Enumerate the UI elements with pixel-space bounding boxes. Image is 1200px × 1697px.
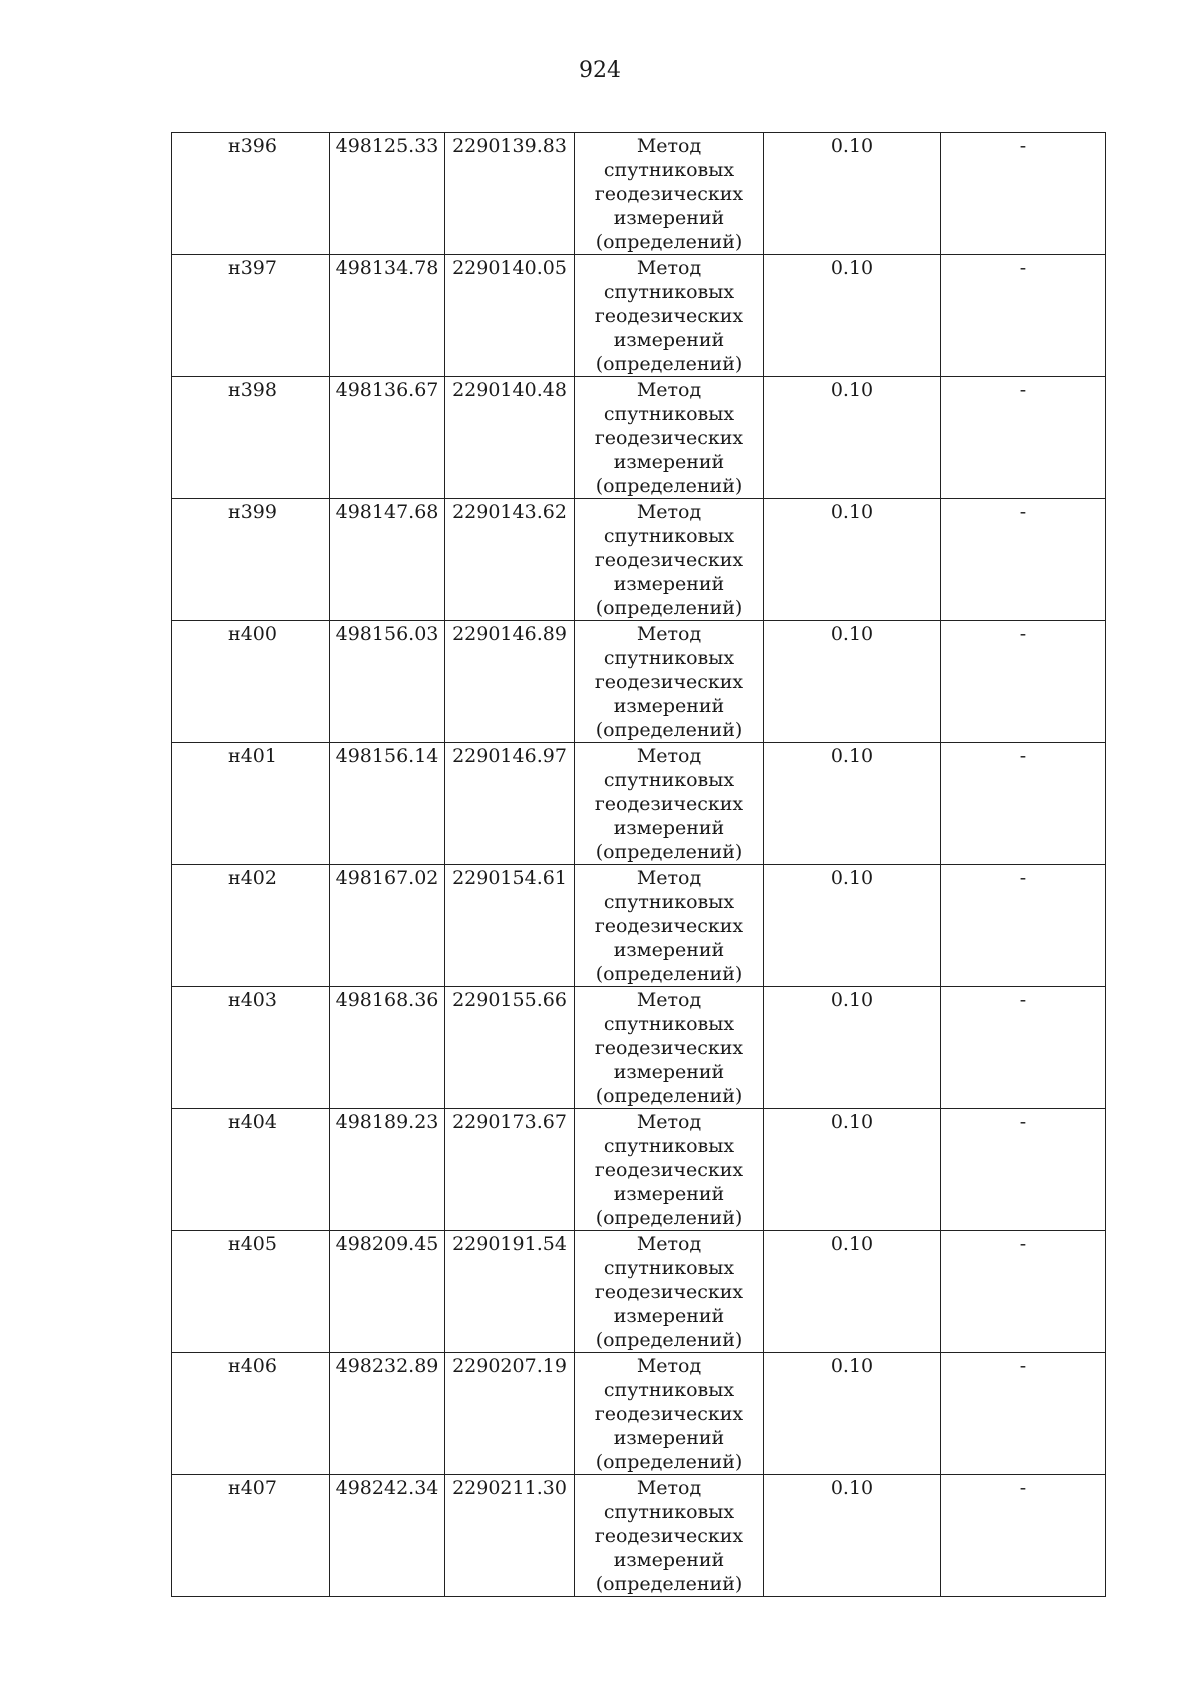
y-coordinate-cell-text: 2290143.62 xyxy=(452,501,567,523)
accuracy-cell-text: 0.10 xyxy=(830,1477,874,1499)
point-id-cell-text: н399 xyxy=(228,501,277,523)
x-coordinate-cell-text: 498242.34 xyxy=(335,1477,439,1499)
point-id-cell-text: н396 xyxy=(228,135,277,157)
y-coordinate-cell-text: 2290146.97 xyxy=(452,745,567,767)
method-line: (определений) xyxy=(595,963,743,985)
point-id-cell xyxy=(172,255,330,377)
method-line: измерений xyxy=(613,695,725,717)
y-coordinate-cell-text: 2290140.05 xyxy=(452,257,567,279)
method-line: спутниковых xyxy=(603,1257,735,1279)
method-line: (определений) xyxy=(595,841,743,863)
y-coordinate-cell xyxy=(445,499,575,621)
method-line: (определений) xyxy=(595,1451,743,1473)
note-cell-text: - xyxy=(1019,623,1027,645)
accuracy-cell-text: 0.10 xyxy=(830,745,874,767)
method-line: Метод xyxy=(636,1111,702,1133)
method-cell xyxy=(575,621,764,743)
method-line: Метод xyxy=(636,1233,702,1255)
point-id-cell-text: н401 xyxy=(228,745,277,767)
point-id-cell xyxy=(172,1109,330,1231)
method-cell xyxy=(575,1475,764,1597)
table-row xyxy=(172,1231,1106,1353)
y-coordinate-cell xyxy=(445,1231,575,1353)
note-cell-text: - xyxy=(1019,379,1027,401)
note-cell xyxy=(941,1109,1106,1231)
method-line: (определений) xyxy=(595,1085,743,1107)
accuracy-cell-text: 0.10 xyxy=(830,1233,874,1255)
y-coordinate-cell xyxy=(445,1475,575,1597)
note-cell xyxy=(941,1353,1106,1475)
accuracy-cell xyxy=(764,865,941,987)
x-coordinate-cell xyxy=(330,1353,445,1475)
accuracy-cell-text: 0.10 xyxy=(830,1355,874,1377)
x-coordinate-cell xyxy=(330,1231,445,1353)
accuracy-cell xyxy=(764,1353,941,1475)
note-cell xyxy=(941,255,1106,377)
y-coordinate-cell-text: 2290139.83 xyxy=(452,135,567,157)
accuracy-cell xyxy=(764,743,941,865)
x-coordinate-cell-text: 498209.45 xyxy=(335,1233,439,1255)
table-row xyxy=(172,499,1106,621)
point-id-cell xyxy=(172,865,330,987)
method-line: Метод xyxy=(636,379,702,401)
method-line: геодезических xyxy=(594,915,744,937)
method-line: Метод xyxy=(636,135,702,157)
x-coordinate-cell xyxy=(330,1109,445,1231)
method-line: геодезических xyxy=(594,549,744,571)
note-cell-text: - xyxy=(1019,989,1027,1011)
table-body xyxy=(172,133,1106,1597)
y-coordinate-cell-text: 2290140.48 xyxy=(452,379,567,401)
table-row xyxy=(172,133,1106,255)
note-cell-text: - xyxy=(1019,1233,1027,1255)
method-cell xyxy=(575,743,764,865)
method-line: измерений xyxy=(613,329,725,351)
method-line: измерений xyxy=(613,1183,725,1205)
y-coordinate-cell-text: 2290146.89 xyxy=(452,623,567,645)
accuracy-cell xyxy=(764,621,941,743)
method-line: геодезических xyxy=(594,427,744,449)
method-line: спутниковых xyxy=(603,525,735,547)
table-row xyxy=(172,255,1106,377)
method-line: геодезических xyxy=(594,305,744,327)
y-coordinate-cell xyxy=(445,1353,575,1475)
note-cell xyxy=(941,987,1106,1109)
page-number: 924 xyxy=(579,58,621,83)
method-line: спутниковых xyxy=(603,769,735,791)
method-line: измерений xyxy=(613,817,725,839)
method-line: спутниковых xyxy=(603,891,735,913)
point-id-cell-text: н403 xyxy=(228,989,277,1011)
method-cell xyxy=(575,499,764,621)
table-row xyxy=(172,621,1106,743)
table-row xyxy=(172,1109,1106,1231)
method-line: (определений) xyxy=(595,475,743,497)
method-line: Метод xyxy=(636,1355,702,1377)
method-cell xyxy=(575,865,764,987)
method-line: спутниковых xyxy=(603,159,735,181)
method-cell xyxy=(575,133,764,255)
note-cell-text: - xyxy=(1019,257,1027,279)
accuracy-cell xyxy=(764,377,941,499)
x-coordinate-cell-text: 498156.14 xyxy=(335,745,439,767)
point-id-cell xyxy=(172,377,330,499)
method-line: геодезических xyxy=(594,1159,744,1181)
note-cell xyxy=(941,621,1106,743)
accuracy-cell xyxy=(764,1475,941,1597)
x-coordinate-cell-text: 498232.89 xyxy=(335,1355,439,1377)
method-line: измерений xyxy=(613,1061,725,1083)
point-id-cell-text: н405 xyxy=(228,1233,277,1255)
method-cell xyxy=(575,1109,764,1231)
note-cell xyxy=(941,743,1106,865)
method-line: спутниковых xyxy=(603,1379,735,1401)
method-line: (определений) xyxy=(595,719,743,741)
x-coordinate-cell xyxy=(330,1475,445,1597)
accuracy-cell-text: 0.10 xyxy=(830,501,874,523)
point-id-cell-text: н407 xyxy=(228,1477,277,1499)
table-row xyxy=(172,743,1106,865)
point-id-cell xyxy=(172,1475,330,1597)
method-line: геодезических xyxy=(594,1403,744,1425)
y-coordinate-cell-text: 2290207.19 xyxy=(452,1355,567,1377)
method-line: Метод xyxy=(636,989,702,1011)
accuracy-cell-text: 0.10 xyxy=(830,379,874,401)
x-coordinate-cell xyxy=(330,987,445,1109)
y-coordinate-cell xyxy=(445,377,575,499)
method-line: спутниковых xyxy=(603,1135,735,1157)
method-line: Метод xyxy=(636,257,702,279)
accuracy-cell-text: 0.10 xyxy=(830,989,874,1011)
point-id-cell xyxy=(172,1353,330,1475)
method-line: (определений) xyxy=(595,231,743,253)
coordinates-table xyxy=(171,132,1106,1597)
method-line: измерений xyxy=(613,939,725,961)
method-line: геодезических xyxy=(594,1037,744,1059)
method-line: геодезических xyxy=(594,183,744,205)
x-coordinate-cell xyxy=(330,621,445,743)
note-cell-text: - xyxy=(1019,1355,1027,1377)
method-line: измерений xyxy=(613,573,725,595)
note-cell xyxy=(941,499,1106,621)
point-id-cell-text: н400 xyxy=(228,623,277,645)
method-line: Метод xyxy=(636,867,702,889)
method-line: (определений) xyxy=(595,353,743,375)
y-coordinate-cell xyxy=(445,987,575,1109)
accuracy-cell xyxy=(764,1109,941,1231)
method-cell xyxy=(575,377,764,499)
method-cell xyxy=(575,255,764,377)
y-coordinate-cell xyxy=(445,255,575,377)
table-row xyxy=(172,987,1106,1109)
note-cell xyxy=(941,133,1106,255)
accuracy-cell xyxy=(764,133,941,255)
method-cell xyxy=(575,1353,764,1475)
method-line: спутниковых xyxy=(603,281,735,303)
method-line: Метод xyxy=(636,745,702,767)
x-coordinate-cell-text: 498156.03 xyxy=(335,623,439,645)
method-cell xyxy=(575,1231,764,1353)
accuracy-cell-text: 0.10 xyxy=(830,1111,874,1133)
x-coordinate-cell-text: 498134.78 xyxy=(335,257,439,279)
accuracy-cell xyxy=(764,1231,941,1353)
accuracy-cell-text: 0.10 xyxy=(830,867,874,889)
x-coordinate-cell xyxy=(330,133,445,255)
accuracy-cell-text: 0.10 xyxy=(830,135,874,157)
y-coordinate-cell-text: 2290191.54 xyxy=(452,1233,567,1255)
method-line: измерений xyxy=(613,451,725,473)
point-id-cell xyxy=(172,499,330,621)
method-line: геодезических xyxy=(594,1525,744,1547)
x-coordinate-cell xyxy=(330,743,445,865)
point-id-cell xyxy=(172,1231,330,1353)
method-line: Метод xyxy=(636,1477,702,1499)
point-id-cell-text: н402 xyxy=(228,867,277,889)
table-row xyxy=(172,865,1106,987)
note-cell xyxy=(941,1475,1106,1597)
note-cell-text: - xyxy=(1019,135,1027,157)
y-coordinate-cell xyxy=(445,133,575,255)
y-coordinate-cell xyxy=(445,865,575,987)
method-line: спутниковых xyxy=(603,403,735,425)
table-row xyxy=(172,1353,1106,1475)
accuracy-cell-text: 0.10 xyxy=(830,257,874,279)
point-id-cell xyxy=(172,987,330,1109)
table-row xyxy=(172,377,1106,499)
method-line: измерений xyxy=(613,1427,725,1449)
point-id-cell xyxy=(172,743,330,865)
method-line: (определений) xyxy=(595,1207,743,1229)
note-cell-text: - xyxy=(1019,1111,1027,1133)
method-cell xyxy=(575,987,764,1109)
y-coordinate-cell-text: 2290155.66 xyxy=(452,989,567,1011)
method-line: Метод xyxy=(636,623,702,645)
method-line: геодезических xyxy=(594,793,744,815)
table-row xyxy=(172,1475,1106,1597)
x-coordinate-cell xyxy=(330,865,445,987)
x-coordinate-cell-text: 498125.33 xyxy=(335,135,439,157)
y-coordinate-cell-text: 2290173.67 xyxy=(452,1111,567,1133)
method-line: спутниковых xyxy=(603,647,735,669)
method-line: (определений) xyxy=(595,597,743,619)
x-coordinate-cell-text: 498136.67 xyxy=(335,379,439,401)
method-line: измерений xyxy=(613,207,725,229)
point-id-cell-text: н406 xyxy=(228,1355,277,1377)
accuracy-cell xyxy=(764,987,941,1109)
x-coordinate-cell-text: 498168.36 xyxy=(335,989,439,1011)
note-cell-text: - xyxy=(1019,745,1027,767)
x-coordinate-cell-text: 498189.23 xyxy=(335,1111,439,1133)
y-coordinate-cell-text: 2290211.30 xyxy=(452,1477,567,1499)
x-coordinate-cell-text: 498147.68 xyxy=(335,501,439,523)
accuracy-cell xyxy=(764,255,941,377)
point-id-cell xyxy=(172,133,330,255)
method-line: спутниковых xyxy=(603,1501,735,1523)
x-coordinate-cell-text: 498167.02 xyxy=(335,867,439,889)
method-line: (определений) xyxy=(595,1573,743,1595)
note-cell xyxy=(941,1231,1106,1353)
method-line: измерений xyxy=(613,1549,725,1571)
point-id-cell-text: н397 xyxy=(228,257,277,279)
method-line: геодезических xyxy=(594,671,744,693)
accuracy-cell-text: 0.10 xyxy=(830,623,874,645)
point-id-cell-text: н404 xyxy=(228,1111,277,1133)
point-id-cell xyxy=(172,621,330,743)
method-line: (определений) xyxy=(595,1329,743,1351)
point-id-cell-text: н398 xyxy=(228,379,277,401)
note-cell xyxy=(941,377,1106,499)
x-coordinate-cell xyxy=(330,499,445,621)
x-coordinate-cell xyxy=(330,255,445,377)
method-line: геодезических xyxy=(594,1281,744,1303)
y-coordinate-cell xyxy=(445,1109,575,1231)
method-line: Метод xyxy=(636,501,702,523)
x-coordinate-cell xyxy=(330,377,445,499)
note-cell-text: - xyxy=(1019,501,1027,523)
accuracy-cell xyxy=(764,499,941,621)
y-coordinate-cell xyxy=(445,743,575,865)
note-cell-text: - xyxy=(1019,1477,1027,1499)
note-cell-text: - xyxy=(1019,867,1027,889)
y-coordinate-cell xyxy=(445,621,575,743)
y-coordinate-cell-text: 2290154.61 xyxy=(452,867,567,889)
method-line: измерений xyxy=(613,1305,725,1327)
note-cell xyxy=(941,865,1106,987)
method-line: спутниковых xyxy=(603,1013,735,1035)
